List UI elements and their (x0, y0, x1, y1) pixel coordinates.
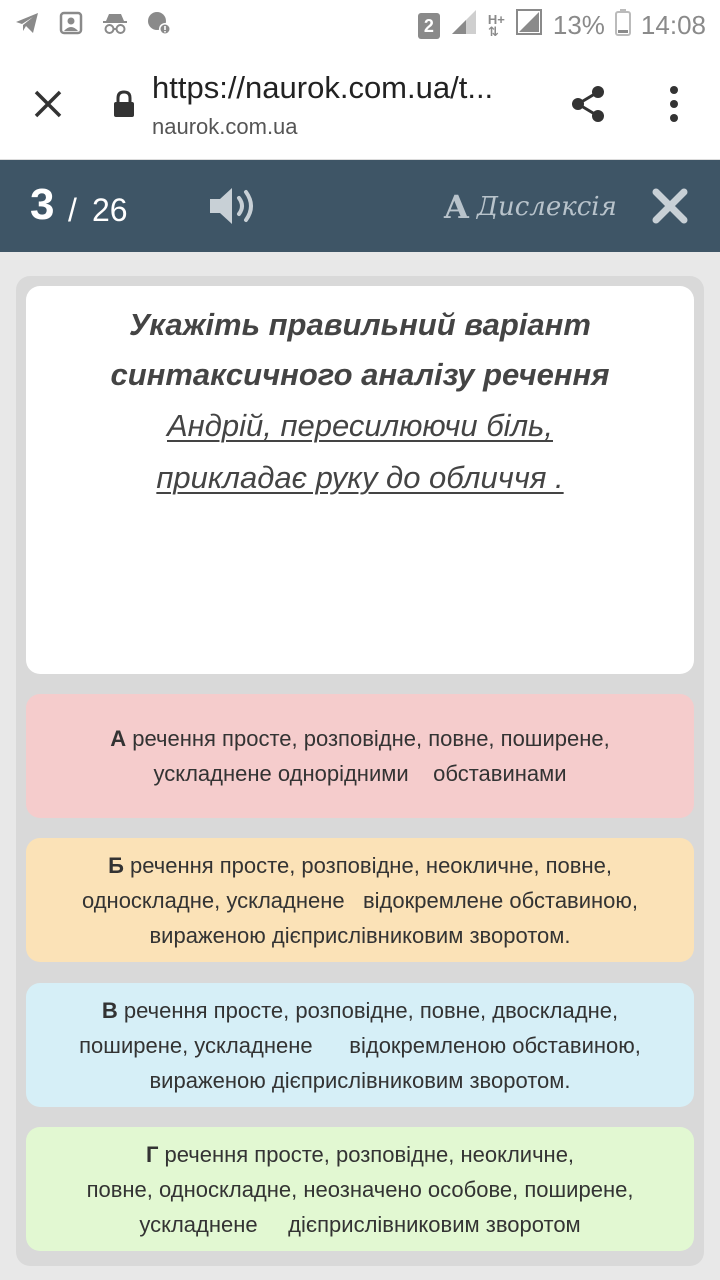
answer-letter: А (110, 726, 127, 751)
answer-text: вираженою дієприслівниковим зворотом. (149, 922, 571, 948)
share-button[interactable] (568, 84, 608, 124)
overflow-menu-button[interactable] (660, 84, 688, 124)
answer-text: односкладне, ускладнене відокремлене обставиною, (81, 887, 639, 913)
answer-text: повне, односкладне, неозначено особове, поширене, (86, 1176, 634, 1202)
telegram-icon (14, 10, 40, 36)
sound-button[interactable] (206, 182, 262, 230)
battery-icon (615, 8, 631, 43)
answer-line (26, 993, 694, 1028)
exit-quiz-button[interactable] (650, 186, 690, 226)
answer-text: вираженою дієприслівниковим зворотом. (149, 1067, 571, 1093)
answer-text: речення просте, розповідне, неокличне, (164, 1141, 575, 1167)
answer-text: речення просте, розповідне, повне, двоскладне, (123, 997, 619, 1023)
battery-percent: 13% (552, 10, 605, 40)
share-icon (568, 84, 608, 124)
answer-line (26, 848, 694, 883)
answer-option-v[interactable] (26, 983, 694, 1107)
answer-option-b[interactable] (26, 838, 694, 962)
signal-icon (450, 8, 478, 43)
question-sentence-line-1: Андрій, пересилюючи біль, (167, 408, 553, 443)
dyslexia-icon: A (444, 188, 469, 226)
signal-icon-2 (515, 8, 543, 43)
hplus-icon: H+ ⇅ (487, 11, 505, 39)
question-sentence-line-2: прикладає руку до обличчя . (156, 460, 564, 495)
close-tab-button[interactable] (28, 84, 68, 124)
clock: 14:08 (640, 10, 706, 40)
answer-text: поширене, ускладнене відокремленою обставиною, (79, 1032, 641, 1058)
answer-text: речення просте, розповідне, неокличне, повне, (130, 852, 612, 878)
answer-line (26, 721, 694, 756)
url-domain: naurok.com.ua (152, 114, 298, 139)
answer-line (26, 1137, 694, 1172)
close-x-icon (650, 186, 690, 226)
speaker-icon (206, 182, 262, 230)
answer-text: ускладнене дієприслівниковим зворотом (139, 1211, 581, 1237)
incognito-icon (102, 10, 128, 36)
question-total: 26 (92, 192, 128, 228)
question-text-line-2: синтаксичного аналізу речення (110, 357, 610, 392)
question-current-number: 3 (30, 180, 55, 229)
answer-option-a[interactable] (26, 694, 694, 818)
question-card (26, 286, 694, 674)
close-icon (28, 84, 68, 124)
photo-icon (58, 10, 84, 36)
answer-text: речення просте, розповідне, повне, поширене, (132, 726, 610, 751)
answer-letter: В (101, 997, 118, 1023)
more-vert-icon (660, 84, 688, 124)
answer-text: ускладнене однорідними обставинами (153, 761, 567, 786)
dyslexia-toggle[interactable] (444, 188, 617, 226)
question-text-line-1: Укажіть правильний варіант (129, 307, 591, 342)
answer-letter: Б (108, 852, 124, 878)
sim-badge: 2 (418, 13, 440, 39)
answer-option-g[interactable] (26, 1127, 694, 1251)
status-bar (0, 0, 720, 48)
answer-letter: Г (145, 1141, 159, 1167)
lock-icon (112, 90, 136, 118)
browser-toolbar (0, 48, 720, 160)
url-text[interactable]: https://naurok.com.ua/t... (152, 70, 494, 105)
question-separator: / (68, 192, 77, 228)
dyslexia-label: Дислексія (476, 192, 617, 222)
location-icon (146, 10, 172, 36)
quiz-header (0, 160, 720, 252)
